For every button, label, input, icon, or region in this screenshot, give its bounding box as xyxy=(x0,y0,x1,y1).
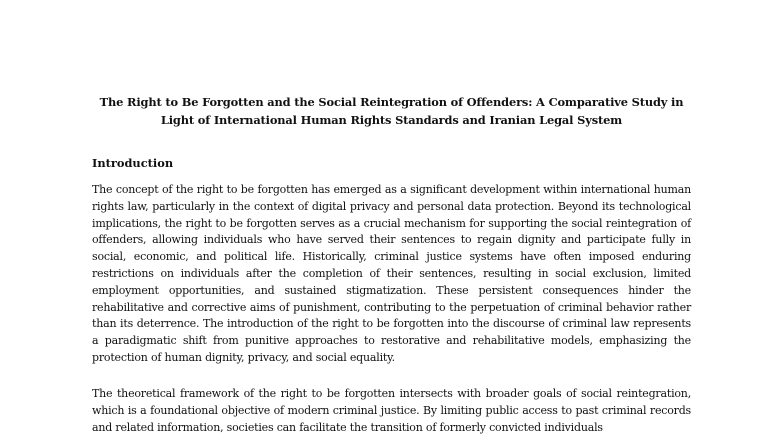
document-title-line-1: The Right to Be Forgotten and the Social Reintegration of Offenders: A Comparative Study in xyxy=(99,95,684,109)
section-heading: Introduction xyxy=(92,156,174,170)
document-title-line-2: Light of International Human Rights Standards and Iranian Legal System xyxy=(160,113,623,127)
body-paragraph-2: The theoretical framework of the right to be forgotten intersects with broader goals of social reintegration, which is a foundational objective of modern criminal justice. By limiting public access to past criminal records and related information, societies can facilitate the transition of formerly convicted individuals xyxy=(92,387,691,434)
body-paragraph-1: The concept of the right to be forgotten has emerged as a significant development within international human rights law, particularly in the context of digital privacy and personal data protection. Beyond its technological implications, the right to be forgotten serves as a crucial mechanism for supporting the social reintegration of offenders, allowing individuals who have served their sentences to regain dignity and participate fully in social, economic, and political life. Historically, criminal justice systems have often imposed enduring restrictions on individuals after the completion of their sentences, resulting in social exclusion, limited employment opportunities, and sustained stigmatization. These persistent consequences hinder the rehabilitative and corrective aims of punishment, contributing to the perpetuation of criminal behavior rather than its deterrence. The introduction of the right to be forgotten into the discourse of criminal law represents a paradigmatic shift from punitive approaches to restorative and rehabilitative models, emphasizing the protection of human dignity, privacy, and social equality. xyxy=(92,183,691,364)
document-title xyxy=(92,93,691,129)
